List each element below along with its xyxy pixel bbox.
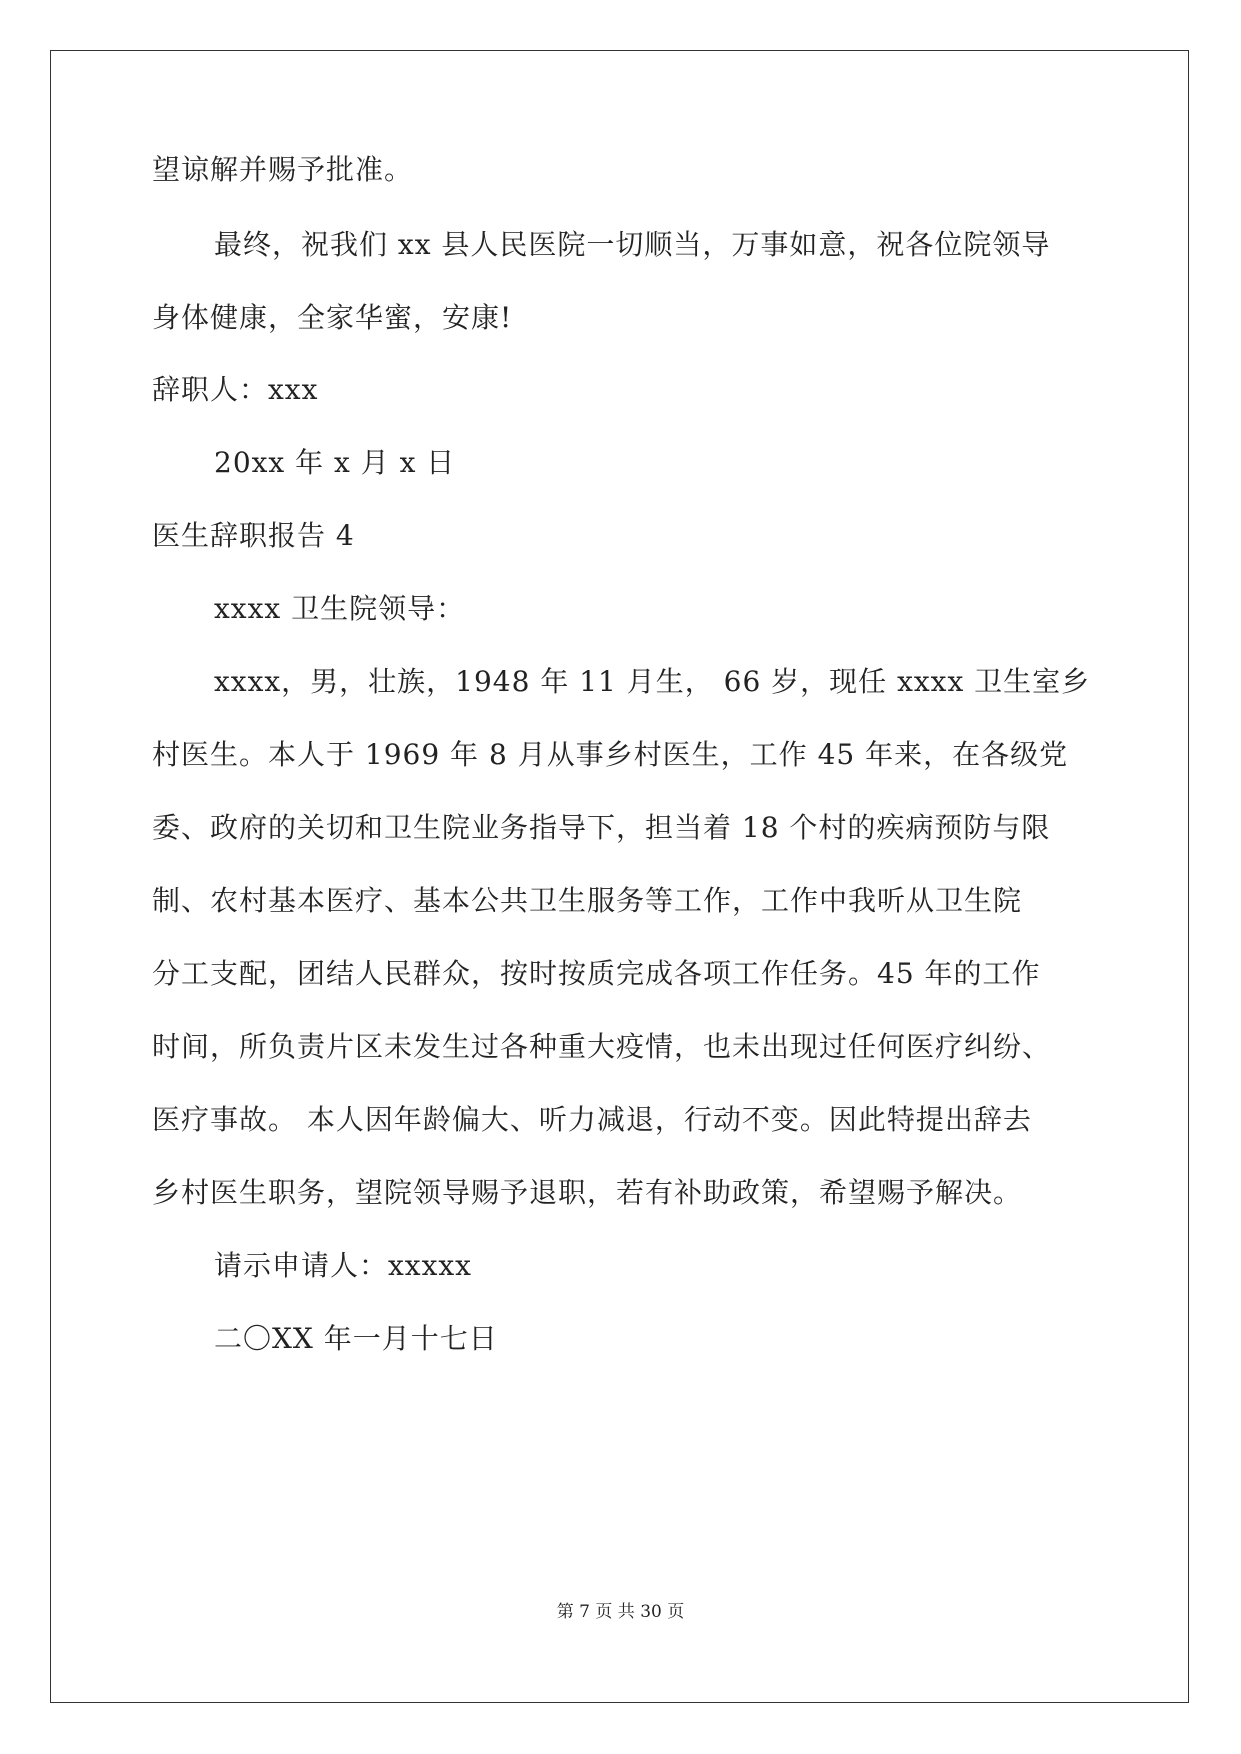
paragraph-line: 望谅解并赐予批准。 xyxy=(152,153,414,186)
paragraph-line: 制、农村基本医疗、基本公共卫生服务等工作，工作中我听从卫生院 xyxy=(152,884,1023,917)
date-line: 20xx 年 x 月 x 日 xyxy=(214,446,456,479)
paragraph-line: 分工支配，团结人民群众，按时按质完成各项工作任务。45 年的工作 xyxy=(152,957,1041,990)
signer-line: 辞职人：xxx xyxy=(152,373,319,406)
salutation: xxxx 卫生院领导： xyxy=(214,592,466,625)
paragraph-line: 医疗事故。 本人因年龄偏大、听力减退，行动不变。因此特提出辞去 xyxy=(152,1103,1032,1136)
paragraph-line: 乡村医生职务，望院领导赐予退职，若有补助政策，希望赐予解决。 xyxy=(152,1176,1023,1209)
paragraph-line: 最终，祝我们 xx 县人民医院一切顺当，万事如意，祝各位院领导 xyxy=(214,228,1051,261)
paragraph-line: 时间，所负责片区未发生过各种重大疫情，也未出现过任何医疗纠纷、 xyxy=(152,1030,1052,1063)
paragraph-line: 委、政府的关切和卫生院业务指导下，担当着 18 个村的疾病预防与限 xyxy=(152,811,1051,844)
applicant-line: 请示申请人：xxxxx xyxy=(214,1249,472,1282)
paragraph-line: xxxx，男，壮族，1948 年 11 月生， 66 岁，现任 xxxx 卫生室乡 xyxy=(214,665,1091,698)
paragraph-line: 身体健康，全家华蜜，安康! xyxy=(152,301,513,334)
paragraph-line: 村医生。本人于 1969 年 8 月从事乡村医生，工作 45 年来，在各级党 xyxy=(152,738,1069,771)
page-number-footer: 第 7 页 共 30 页 xyxy=(556,1602,685,1622)
date-line: 二〇XX 年一月十七日 xyxy=(214,1322,498,1355)
section-title: 医生辞职报告 4 xyxy=(152,519,355,552)
